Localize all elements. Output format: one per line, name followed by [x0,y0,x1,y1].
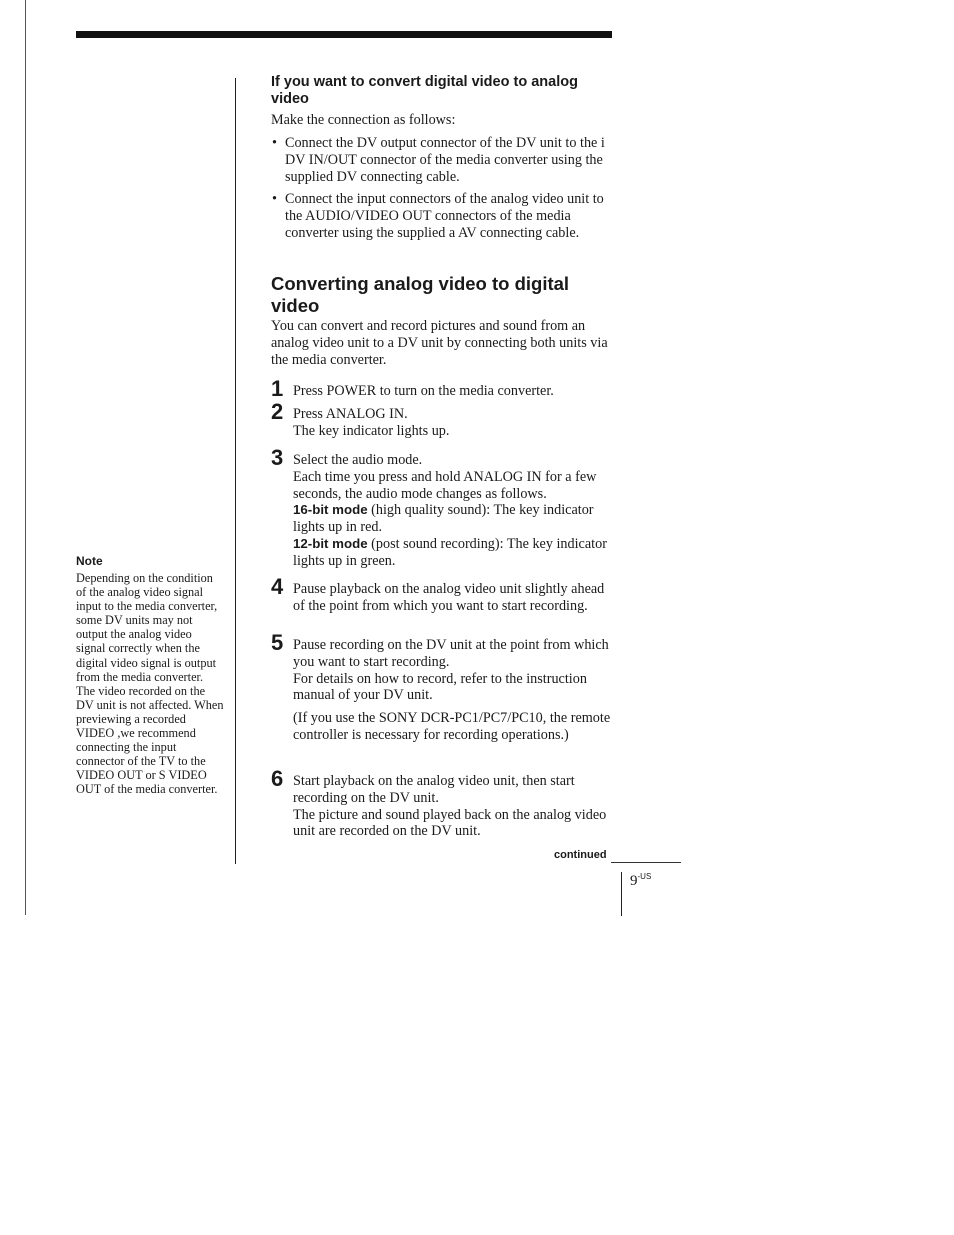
step-text: Press ANALOG IN. [293,406,408,422]
page-number [630,872,651,890]
mode-description: (post sound recording): The key indicator lights up in green. [293,535,607,569]
section-heading-analog-to-digital: Converting analog video to digital video [271,273,570,316]
continued-rule [611,862,681,863]
step-text: Start playback on the analog video unit, then start recording on the DV unit. [293,773,575,806]
step-number: 2 [271,399,284,424]
column-divider [235,78,236,864]
page-number-value: 9 [630,873,638,889]
step-2 [271,399,616,440]
section-heading-digital-to-analog: If you want to convert digital video to analog video [271,74,578,107]
step-number: 3 [271,445,284,470]
bullet-item: • Connect the input connectors of the analog video unit to the AUDIO/VIDEO OUT connectors of the media converter using the supplied a AV connecting cable. [271,191,616,241]
analog-to-digital-intro: You can convert and record pictures and sound from an analog video unit to a DV unit by connecting both units via the media converter. [271,318,608,368]
note-body: Depending on the condition of the analog video signal input to the media converter, some DV units may not output the analog video signal correctly when the digital video signal is output from the media converter. The video recorded on the DV unit is not affected. When previewing a recorded VIDEO ,we recommend connecting the input connector of the TV to the VIDEO OUT or S VIDEO OUT of the media converter. [76,571,224,797]
step-subtext: For details on how to record, refer to the instruction manual of your DV unit. [293,670,587,704]
mode-label: 12-bit mode [293,535,368,551]
step-number: 4 [271,574,284,599]
bullet-item: • Connect the DV output connector of the DV unit to the i DV IN/OUT connector of the media converter using the supplied DV connecting cable. [271,135,616,185]
step-text: Pause playback on the analog video unit slightly ahead of the point from which you want to start recording. [293,581,605,614]
step-subtext: Each time you press and hold ANALOG IN for a few seconds, the audio mode changes as follows. [293,468,597,502]
mode-description: (high quality sound): The key indicator lights up in red. [293,502,594,536]
audio-mode-16bit [293,502,616,536]
page-edge-line [25,0,26,915]
page-number-rule [621,872,622,916]
connection-bullet-list [271,135,616,248]
audio-mode-12bit [293,536,616,570]
note-heading: Note [76,554,103,568]
step-3 [271,445,616,570]
step-6 [271,766,616,840]
step-5 [271,630,616,744]
mode-label: 16-bit mode [293,502,368,518]
step-note: (If you use the SONY DCR-PC1/PC7/PC10, the remote controller is necessary for recording operations.) [293,710,611,743]
header-rule [76,31,612,38]
step-subtext: The key indicator lights up. [293,422,450,439]
page-suffix: -US [637,872,652,881]
step-subtext: The picture and sound played back on the analog video unit are recorded on the DV unit. [293,806,607,840]
step-text: Select the audio mode. [293,452,423,468]
step-4 [271,574,616,615]
step-text: Pause recording on the DV unit at the point from which you want to start recording. [293,637,609,670]
step-1 [271,376,616,401]
continued-label: continued [554,849,607,861]
step-number: 5 [271,630,284,655]
connection-intro: Make the connection as follows: [271,112,456,128]
step-number: 6 [271,766,284,791]
step-number: 1 [271,376,284,401]
step-text: Press POWER to turn on the media converter. [293,383,554,399]
